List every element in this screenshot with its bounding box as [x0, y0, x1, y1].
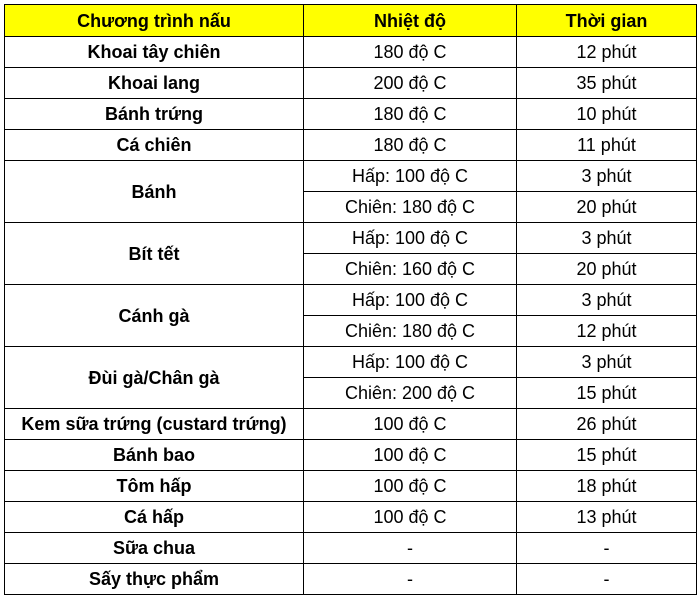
temperature-cell: Hấp: 100 độ C [304, 223, 517, 254]
time-cell: 26 phút [517, 409, 697, 440]
temperature-cell: 100 độ C [304, 440, 517, 471]
time-cell: 35 phút [517, 68, 697, 99]
table-header-row [5, 5, 697, 37]
header-time: Thời gian [517, 5, 697, 37]
temperature-cell: Chiên: 180 độ C [304, 316, 517, 347]
temperature-cell: 180 độ C [304, 130, 517, 161]
table-row [5, 471, 697, 502]
time-cell: 15 phút [517, 440, 697, 471]
program-name: Tôm hấp [5, 471, 304, 502]
temperature-cell: 200 độ C [304, 68, 517, 99]
time-cell: 12 phút [517, 316, 697, 347]
time-cell: 11 phút [517, 130, 697, 161]
table-row [5, 223, 697, 254]
program-name: Bánh [5, 161, 304, 223]
table-row [5, 130, 697, 161]
temperature-cell: 180 độ C [304, 37, 517, 68]
time-cell: 3 phút [517, 161, 697, 192]
time-cell: 12 phút [517, 37, 697, 68]
program-name: Bít tết [5, 223, 304, 285]
temperature-cell: Hấp: 100 độ C [304, 347, 517, 378]
temperature-cell: Chiên: 180 độ C [304, 192, 517, 223]
program-name: Khoai lang [5, 68, 304, 99]
table-row [5, 409, 697, 440]
time-cell: - [517, 564, 697, 595]
program-name: Cánh gà [5, 285, 304, 347]
table-row [5, 68, 697, 99]
temperature-cell: 100 độ C [304, 502, 517, 533]
header-temperature: Nhiệt độ [304, 5, 517, 37]
program-name: Sấy thực phẩm [5, 564, 304, 595]
temperature-cell: Hấp: 100 độ C [304, 285, 517, 316]
temperature-cell: Chiên: 160 độ C [304, 254, 517, 285]
cooking-table-container [4, 4, 696, 595]
time-cell: 13 phút [517, 502, 697, 533]
table-row [5, 161, 697, 192]
program-name: Khoai tây chiên [5, 37, 304, 68]
temperature-cell: 100 độ C [304, 409, 517, 440]
temperature-cell: Chiên: 200 độ C [304, 378, 517, 409]
temperature-cell: Hấp: 100 độ C [304, 161, 517, 192]
time-cell: 15 phút [517, 378, 697, 409]
time-cell: 20 phút [517, 192, 697, 223]
table-row [5, 99, 697, 130]
table-row [5, 502, 697, 533]
temperature-cell: - [304, 533, 517, 564]
temperature-cell: 100 độ C [304, 471, 517, 502]
program-name: Sữa chua [5, 533, 304, 564]
table-row [5, 285, 697, 316]
time-cell: 3 phút [517, 347, 697, 378]
program-name: Đùi gà/Chân gà [5, 347, 304, 409]
table-row [5, 564, 697, 595]
program-name: Cá chiên [5, 130, 304, 161]
time-cell: 10 phút [517, 99, 697, 130]
temperature-cell: - [304, 564, 517, 595]
cooking-program-table [4, 4, 697, 595]
table-row [5, 533, 697, 564]
table-row [5, 37, 697, 68]
table-row [5, 347, 697, 378]
time-cell: 3 phút [517, 223, 697, 254]
time-cell: 18 phút [517, 471, 697, 502]
program-name: Bánh bao [5, 440, 304, 471]
time-cell: - [517, 533, 697, 564]
time-cell: 3 phút [517, 285, 697, 316]
temperature-cell: 180 độ C [304, 99, 517, 130]
program-name: Cá hấp [5, 502, 304, 533]
table-row [5, 440, 697, 471]
program-name: Bánh trứng [5, 99, 304, 130]
header-program: Chương trình nấu [5, 5, 304, 37]
time-cell: 20 phút [517, 254, 697, 285]
program-name: Kem sữa trứng (custard trứng) [5, 409, 304, 440]
